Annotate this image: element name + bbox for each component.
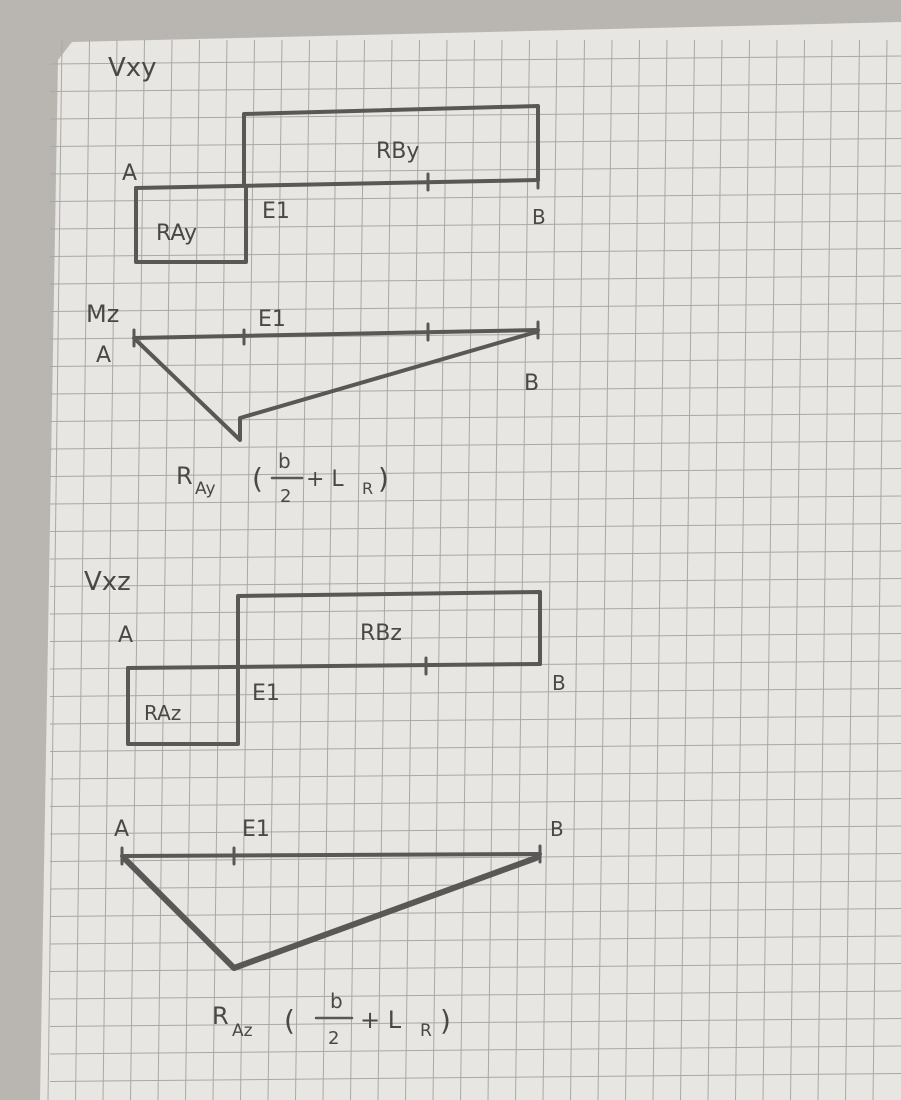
- formula-coef-sub: Az: [232, 1021, 253, 1041]
- moment-z-title: Mz: [86, 300, 120, 328]
- moment-y-label-a: A: [114, 817, 130, 842]
- formula-coef-sub: Ay: [195, 479, 216, 499]
- shear-xy-label-e1: E1: [262, 199, 290, 224]
- formula-plus-sub: R: [420, 1021, 432, 1041]
- shear-xy-label-rby: RBy: [376, 139, 420, 164]
- formula-coef: R: [212, 1002, 229, 1030]
- shear-xz-label-raz: RAz: [144, 701, 182, 725]
- formula-open-paren: (: [252, 462, 263, 495]
- shear-xz-title: Vxz: [84, 567, 131, 597]
- formula-plus-term: + L: [306, 467, 344, 492]
- formula-close-paren: ): [440, 1004, 451, 1037]
- formula-denominator: 2: [280, 486, 292, 507]
- formula-plus-sub: R: [362, 479, 374, 498]
- formula-open-paren: (: [284, 1004, 295, 1037]
- shear-xz-label-e1: E1: [252, 681, 280, 706]
- formula-close-paren: ): [378, 462, 389, 495]
- shear-xz-label-b: B: [552, 671, 566, 695]
- moment-z-label-a: A: [96, 343, 112, 368]
- moment-y-label-b: B: [550, 817, 564, 841]
- moment-z-label-e1: E1: [258, 307, 286, 332]
- shear-xy-label-a: A: [122, 161, 138, 186]
- shear-xy-title: Vxy: [108, 53, 157, 83]
- formula-numerator: b: [278, 449, 291, 473]
- moment-z-label-b: B: [524, 371, 540, 396]
- shear-xy-label-b: B: [532, 205, 546, 229]
- formula-numerator: b: [330, 989, 343, 1013]
- moment-y-label-e1: E1: [242, 817, 270, 842]
- formula-denominator: 2: [328, 1028, 340, 1049]
- formula-coef: R: [176, 462, 193, 490]
- shear-xz-label-rbz: RBz: [360, 621, 402, 646]
- formula-plus-term: + L: [360, 1006, 402, 1034]
- shear-xy-label-ray: RAy: [156, 221, 197, 246]
- paper-sheet: [40, 22, 901, 1100]
- shear-xz-label-a: A: [118, 623, 134, 648]
- moment-y-baseline: [122, 854, 540, 856]
